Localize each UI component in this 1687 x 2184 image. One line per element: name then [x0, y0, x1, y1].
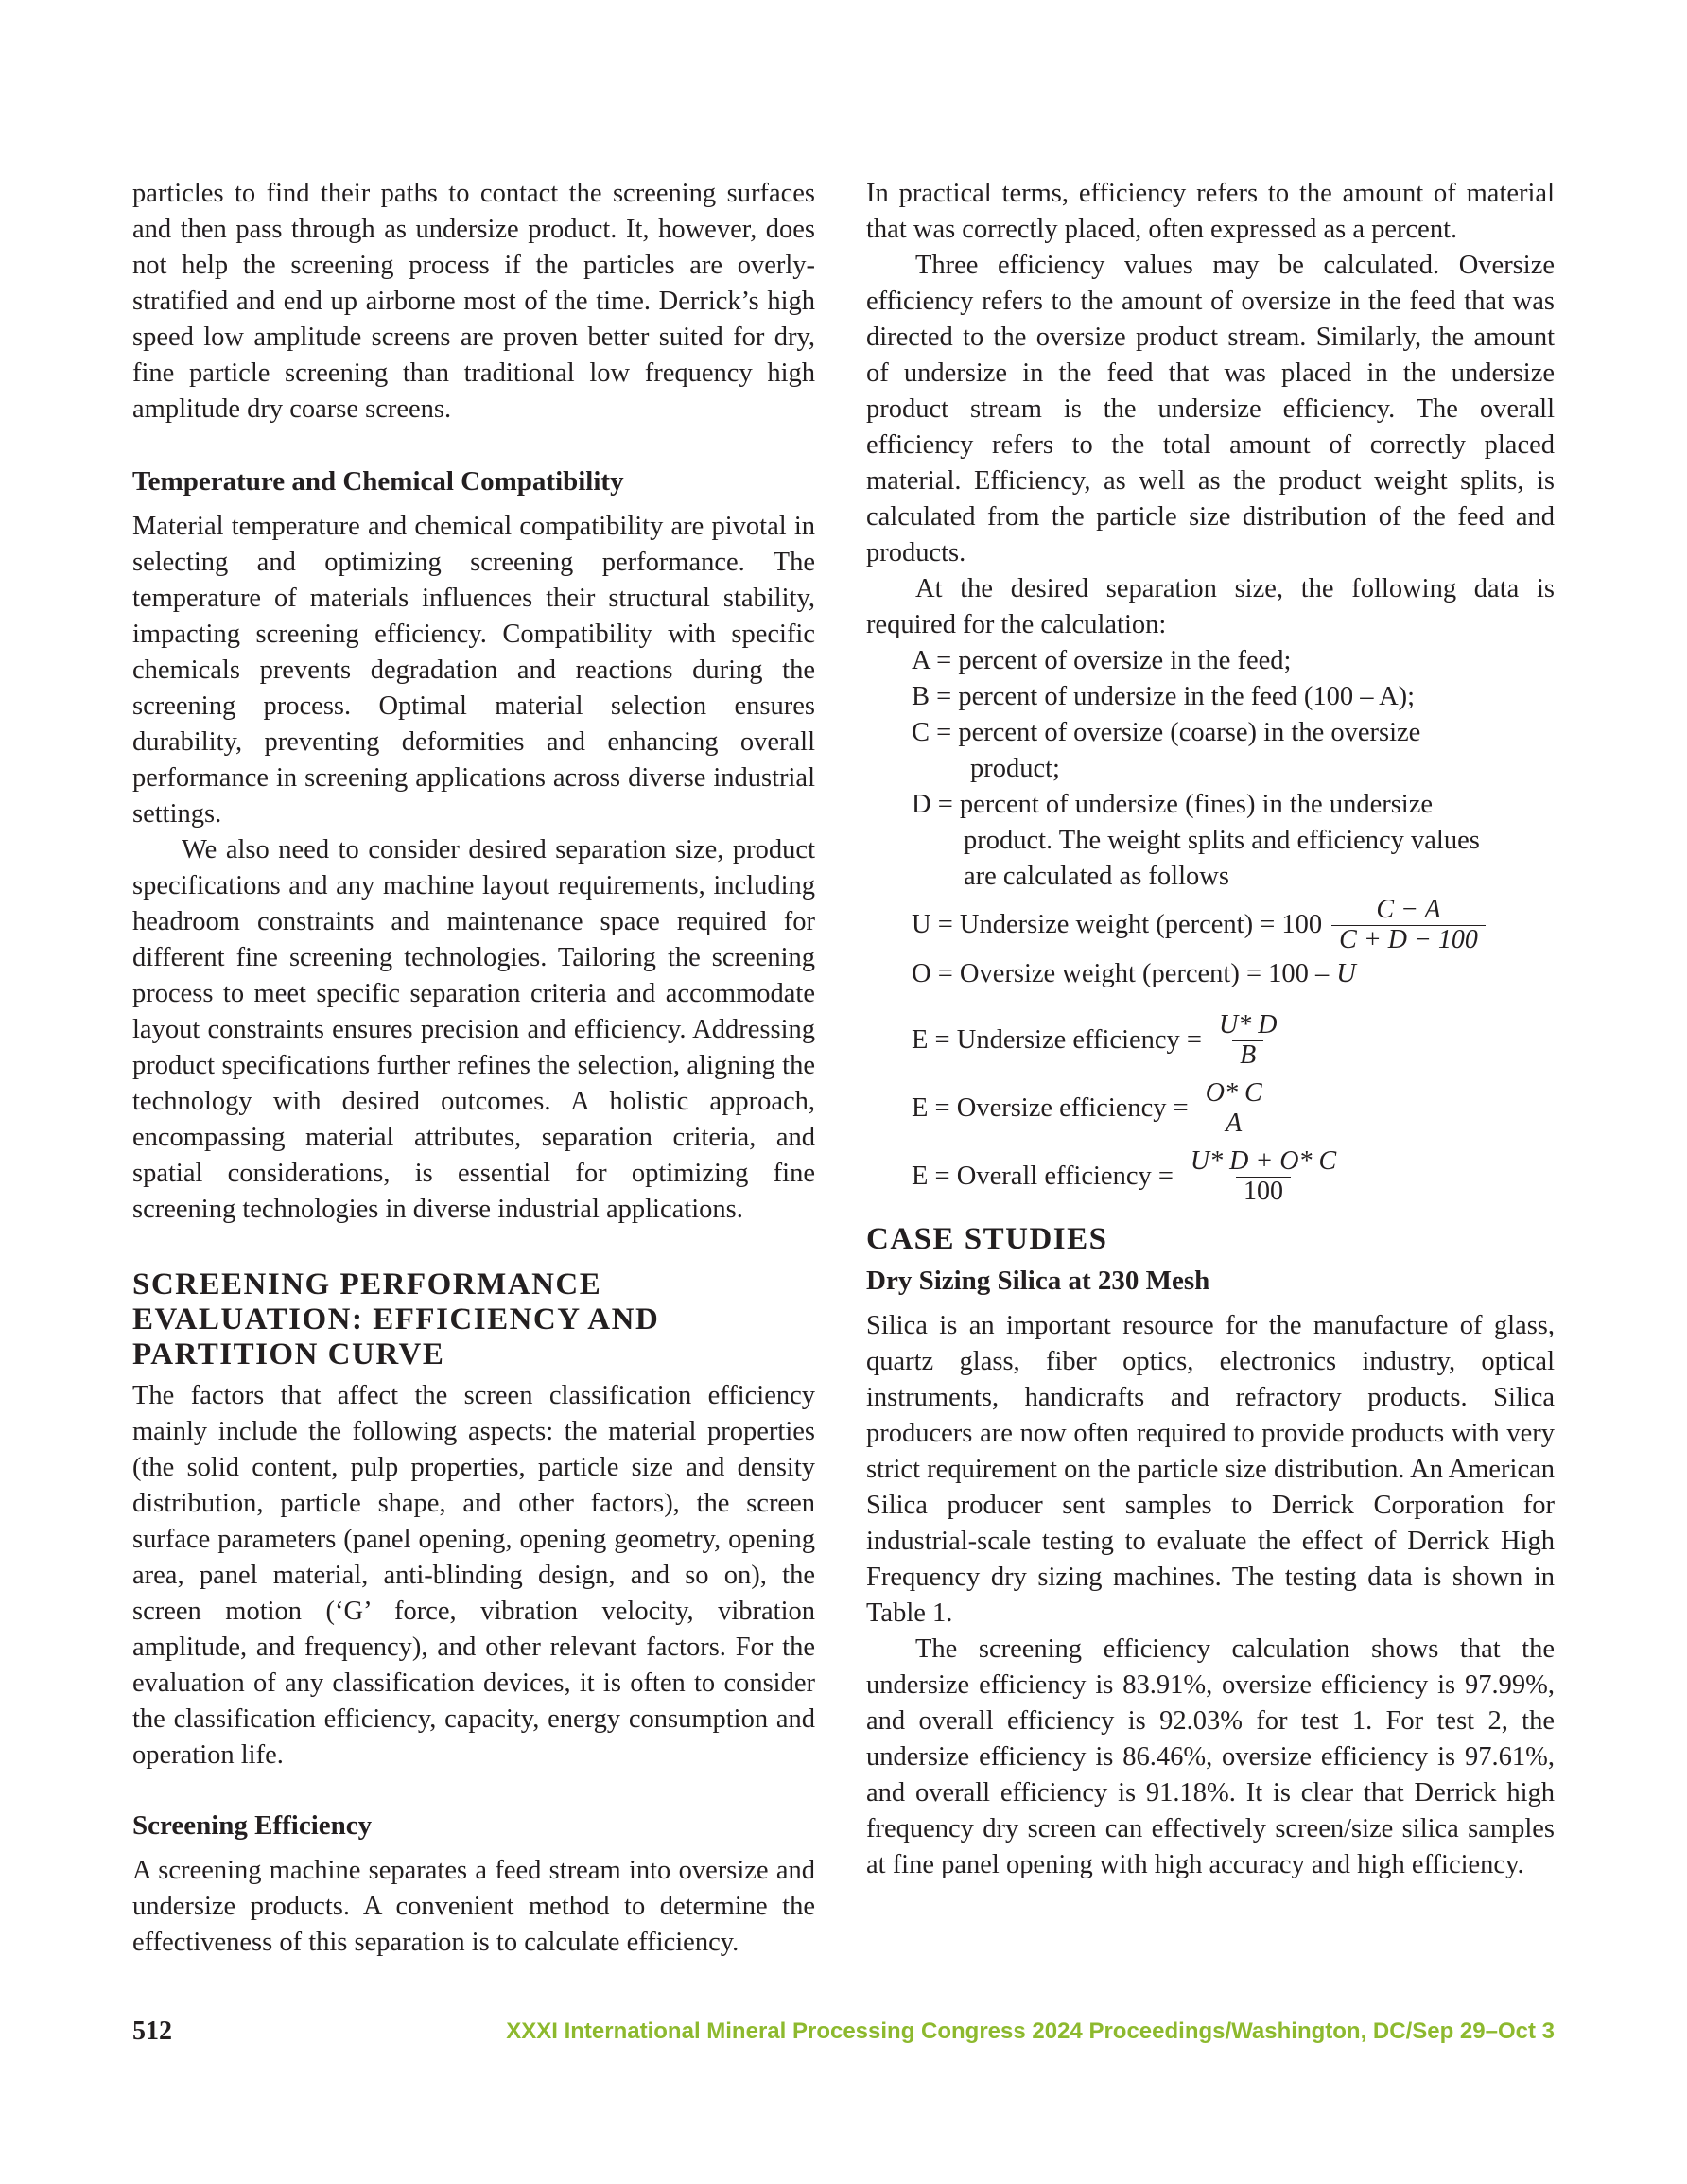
paragraph-intro: particles to find their paths to contact the screening surfaces and then pass through as undersize product. It, however, does not help the screening process if the particles are overly-stratified and end up airborne most of the time. Derrick’s high speed low amplitude screens are proven better suited for dry, fine particle screening than traditional low frequency high amplitude dry coarse screens.	[132, 179, 815, 424]
equation-undersize-weight	[866, 897, 1555, 953]
fraction-numerator: O* C	[1205, 1078, 1262, 1108]
paragraph-efficiency: A screening machine separates a feed stream into oversize and undersize products. A convenient method to determine the effectiveness of this separation is to calculate efficiency.	[132, 1856, 815, 1957]
equation-oversize-efficiency	[866, 1080, 1555, 1137]
equation-undersize-efficiency-label: E = Undersize efficiency =	[912, 1025, 1202, 1055]
definition-d-line1: D = percent of undersize (fines) in the undersize	[912, 790, 1434, 819]
equation-oversize-efficiency-label: E = Oversize efficiency =	[912, 1093, 1189, 1123]
equation-oversize-weight	[866, 953, 1555, 995]
paragraph-temperature: Material temperature and chemical compatibility are pivotal in selecting and optimizing screening performance. The temperature of materials influences their structural stability, impacting screening efficiency. Compatibility with specific chemicals prevents degradation and reactions during the screening process. Optimal material selection ensures durability, preventing deformities and enhancing overall performance in screening applications across diverse industrial settings.	[132, 512, 815, 829]
definition-d-line2: product. The weight splits and efficiency values	[964, 826, 1480, 855]
fraction-denominator: A	[1218, 1109, 1249, 1137]
right-column	[866, 176, 1555, 1883]
definition-c	[866, 715, 1555, 787]
heading-temperature-compatibility: Temperature and Chemical Compatibility	[132, 466, 624, 497]
paragraph-three-efficiency: Three efficiency values may be calculated. Oversize efficiency refers to the amount of oversize in the feed that was directed to the oversize product stream. Similarly, the amount of undersize in the feed that was placed in the undersize product stream is the undersize efficiency. The overall efficiency refers to the total amount of correctly placed material. Efficiency, as well as the product weight splits, is calculated from the particle size distribution of the feed and products.	[866, 251, 1555, 568]
fraction-undersize-weight	[1331, 897, 1486, 953]
definition-d	[866, 787, 1555, 895]
heading-screening-efficiency: Screening Efficiency	[132, 1810, 373, 1841]
definition-c-line2: product;	[970, 754, 1060, 783]
equation-oversize-weight-variable: U	[1336, 959, 1356, 988]
paragraph-practical: In practical terms, efficiency refers to the amount of material that was correctly placed, often expressed as a percent.	[866, 179, 1555, 244]
fraction-overall-efficiency	[1183, 1148, 1344, 1205]
paragraph-separation: We also need to consider desired separation size, product specifications and any machine layout requirements, including headroom constraints and maintenance space required for different fine screening technologies. Tailoring the screening process to meet specific separation criteria and accommodate layout constraints ensures precision and efficiency. Addressing product specifications further refines the selection, aligning the technology with desired outcomes. A holistic approach, encompassing material attributes, separation criteria, and spatial considerations, is essential for optimizing fine screening technologies in diverse industrial applications.	[132, 835, 815, 1224]
page-footer	[132, 2017, 1555, 2054]
equation-overall-efficiency	[866, 1148, 1555, 1205]
footer-proceedings-title: XXXI International Mineral Processing Congress 2024 Proceedings/Washington, DC/Sep 29–Oct 3	[506, 2018, 1555, 2044]
left-column	[132, 176, 815, 1961]
definition-b: B = percent of undersize in the feed (100 – A);	[912, 682, 1416, 711]
fraction-denominator: C + D − 100	[1331, 925, 1486, 953]
fraction-numerator: U* D + O* C	[1190, 1146, 1337, 1176]
definition-d-line3: are calculated as follows	[964, 862, 1229, 891]
paragraph-factors: The factors that affect the screen classification efficiency mainly include the following aspects: the material properties (the solid content, pulp properties, particle size and density distribution, particle shape, and other factors), the screen surface parameters (panel opening, opening geometry, opening area, panel material, anti-blinding design, and so on), the screen motion (‘G’ force, vibration velocity, vibration amplitude, and frequency), and other relevant factors. For the evaluation of any classification devices, it is often to consider the classification efficiency, capacity, energy consumption and operation life.	[132, 1381, 815, 1770]
paragraph-silica: Silica is an important resource for the manufacture of glass, quartz glass, fiber optics, electronics industry, optical instruments, handicrafts and refractory products. Silica producers are now often required to provide products with very strict requirement on the particle size distribution. An American Silica producer sent samples to Derrick Corporation for industrial-scale testing to evaluate the effect of Derrick High Frequency dry sizing machines. The testing data is shown in Table 1.	[866, 1311, 1555, 1628]
fraction-undersize-efficiency	[1211, 1012, 1284, 1069]
heading-screening-performance: SCREENING PERFORMANCE EVALUATION: EFFICIENCY AND PARTITION CURVE	[132, 1267, 660, 1372]
page-number: 512	[132, 2017, 172, 2046]
fraction-numerator: C − A	[1376, 895, 1441, 924]
paragraph-desired-size: At the desired separation size, the following data is required for the calculation:	[866, 574, 1555, 639]
definition-c-line1: C = percent of oversize (coarse) in the oversize	[912, 718, 1421, 747]
equation-undersize-efficiency	[866, 1012, 1555, 1069]
fraction-oversize-efficiency	[1198, 1080, 1270, 1137]
heading-case-studies: CASE STUDIES	[866, 1222, 1108, 1256]
fraction-denominator: 100	[1236, 1177, 1291, 1205]
paragraph-efficiency-calculation: The screening efficiency calculation shows that the undersize efficiency is 83.91%, oversize efficiency is 97.99%, and overall efficiency is 92.03% for test 1. For test 2, the undersize efficiency is 86.46%, oversize efficiency is 97.61%, and overall efficiency is 91.18%. It is clear that Derrick high frequency dry screen can effectively screen/size silica samples at fine panel opening with high accuracy and high efficiency.	[866, 1634, 1555, 1879]
equation-undersize-weight-label: U = Undersize weight (percent) = 100	[912, 910, 1323, 939]
fraction-denominator: B	[1232, 1040, 1263, 1069]
heading-dry-sizing-silica: Dry Sizing Silica at 230 Mesh	[866, 1266, 1210, 1296]
equation-overall-efficiency-label: E = Overall efficiency =	[912, 1162, 1174, 1191]
equation-oversize-weight-label: O = Oversize weight (percent) = 100 –	[912, 959, 1330, 988]
fraction-numerator: U* D	[1219, 1010, 1278, 1040]
definition-a: A = percent of oversize in the feed;	[912, 646, 1292, 675]
